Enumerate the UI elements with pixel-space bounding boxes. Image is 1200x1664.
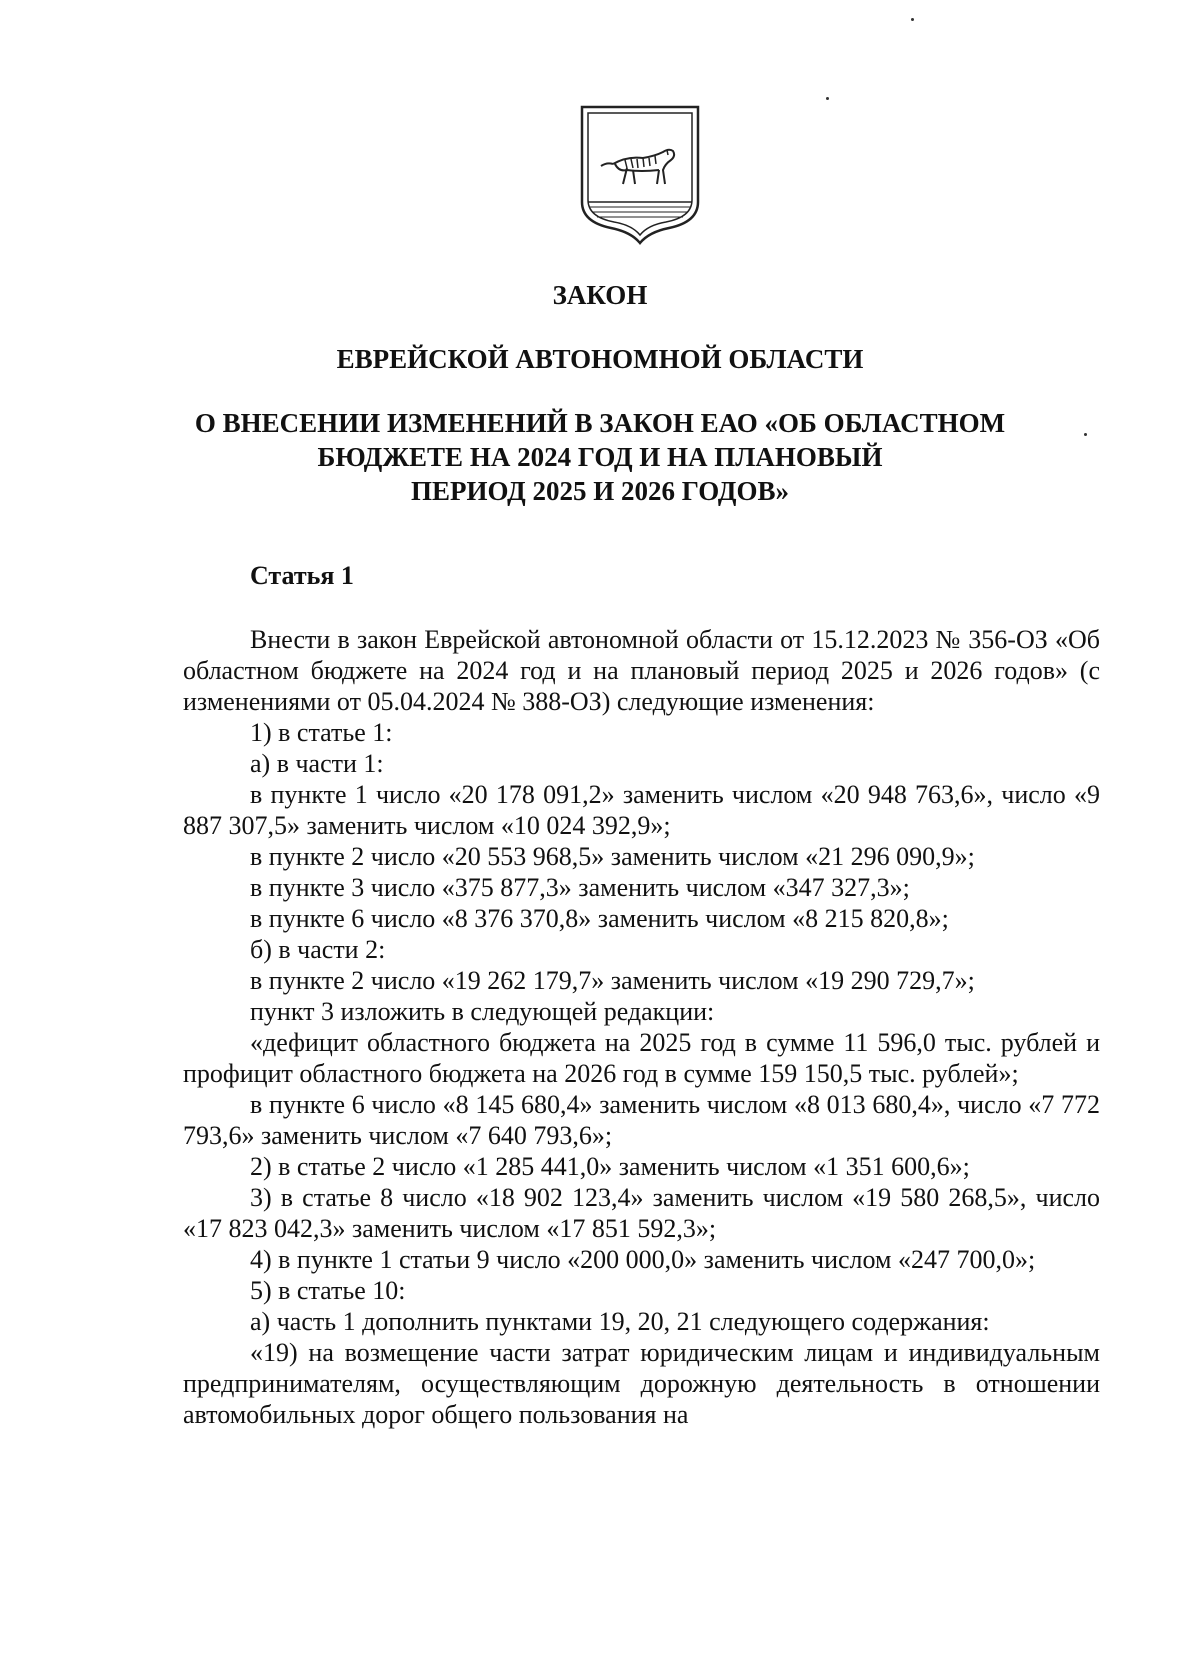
paragraph: в пункте 3 число «375 877,3» заменить числом «347 327,3»;: [250, 873, 910, 902]
paragraph: 4) в пункте 1 статьи 9 число «200 000,0» заменить числом «247 700,0»;: [250, 1245, 1036, 1274]
article-heading: Статья 1: [250, 561, 354, 590]
paragraph: в пункте 1 число «20 178 091,2» заменить числом «20 948 763,6», число «9 887 307,5» заменить числом «10 024 392,9»;: [183, 780, 1100, 840]
paragraph: в пункте 2 число «19 262 179,7» заменить числом «19 290 729,7»;: [250, 966, 975, 995]
paragraph: в пункте 2 число «20 553 968,5» заменить числом «21 296 090,9»;: [250, 842, 975, 871]
paragraph: 2) в статье 2 число «1 285 441,0» заменить числом «1 351 600,6»;: [250, 1152, 970, 1181]
paragraph: 5) в статье 10:: [250, 1276, 406, 1305]
paragraph: пункт 3 изложить в следующей редакции:: [250, 997, 715, 1026]
scan-speck: [911, 18, 914, 21]
paragraph: а) в части 1:: [250, 749, 384, 778]
tiger-icon: [601, 150, 674, 184]
article-body: [183, 624, 1100, 1430]
paragraph: «19) на возмещение части затрат юридическим лицам и индивидуальным предпринимателям, осуществляющим дорожную деятельность в отношении автомобильных дорог общего пользования на: [183, 1338, 1100, 1429]
law-name: [0, 406, 1200, 508]
coat-of-arms-emblem: [579, 104, 701, 246]
law-name-line: БЮДЖЕТЕ НА 2024 ГОД И НА ПЛАНОВЫЙ: [317, 442, 883, 472]
paragraph: «дефицит областного бюджета на 2025 год в сумме 11 596,0 тыс. рублей и профицит областного бюджета на 2026 год в сумме 159 150,5 тыс. рублей»;: [183, 1028, 1100, 1088]
paragraph: 1) в статье 1:: [250, 718, 393, 747]
paragraph: Внести в закон Еврейской автономной области от 15.12.2023 № 356-ОЗ «Об областном бюджете на 2024 год и на плановый период 2025 и 2026 годов» (с изменениями от 05.04.2024 № 388-ОЗ) следующие изменения:: [183, 625, 1100, 716]
region-title: ЕВРЕЙСКОЙ АВТОНОМНОЙ ОБЛАСТИ: [336, 344, 864, 374]
paragraph: 3) в статье 8 число «18 902 123,4» заменить числом «19 580 268,5», число «17 823 042,3» заменить числом «17 851 592,3»;: [183, 1183, 1100, 1243]
law-name-line: О ВНЕСЕНИИ ИЗМЕНЕНИЙ В ЗАКОН ЕАО «ОБ ОБЛАСТНОМ: [194, 408, 1006, 438]
paragraph: в пункте 6 число «8 145 680,4» заменить числом «8 013 680,4», число «7 772 793,6» заменить числом «7 640 793,6»;: [183, 1090, 1100, 1150]
document-type-title: ЗАКОН: [552, 280, 648, 310]
scan-speck: [826, 97, 829, 100]
paragraph: б) в части 2:: [250, 935, 386, 964]
paragraph: а) часть 1 дополнить пунктами 19, 20, 21 следующего содержания:: [250, 1307, 990, 1336]
law-name-line: ПЕРИОД 2025 И 2026 ГОДОВ»: [411, 476, 789, 506]
paragraph: в пункте 6 число «8 376 370,8» заменить числом «8 215 820,8»;: [250, 904, 949, 933]
